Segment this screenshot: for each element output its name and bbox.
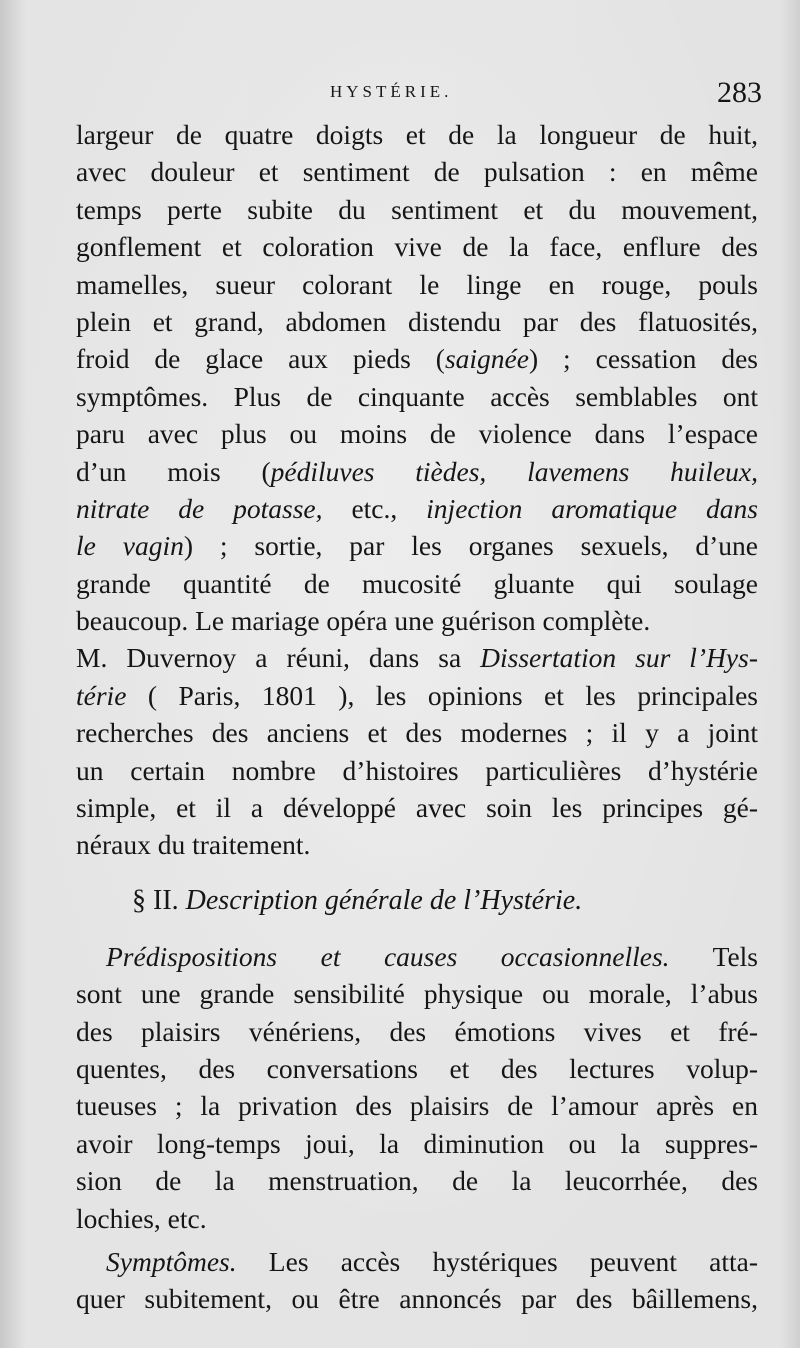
text-run: plein et grand, abdomen distendu par des flatuosités, (76, 305, 758, 337)
text-line (76, 490, 758, 527)
text-run: Tels (669, 940, 758, 972)
text-run: M. Duvernoy a réuni, dans sa (76, 642, 481, 674)
text-run: ( Paris, 1801 ), les opinions et les principales (126, 679, 758, 711)
text-line (76, 1013, 758, 1050)
italic-text: térie (76, 679, 127, 711)
text-run: un certain nombre d’histoires particulières d’hystérie (76, 754, 758, 786)
text-run: mamelles, sueur colorant le linge en rouge, pouls (76, 268, 758, 300)
text-line (76, 340, 758, 377)
text-line (76, 789, 758, 826)
text-run: etc., (322, 492, 427, 524)
text-line (76, 1200, 758, 1237)
text-line (76, 975, 758, 1012)
text-line (76, 527, 758, 564)
text-line (76, 714, 758, 751)
text-line (76, 1243, 758, 1280)
text-line (76, 228, 758, 265)
text-run: néraux du traitement. (76, 829, 311, 861)
italic-text: Prédispositions et causes occasionnelles. (106, 940, 670, 972)
paragraph-predispositions (76, 938, 758, 1237)
text-line (76, 415, 758, 452)
italic-text: pédiluves tièdes, lavemens huileux, (270, 455, 758, 487)
text-line (76, 1280, 758, 1317)
text-run: avoir long-temps joui, la diminution ou la suppres- (76, 1127, 758, 1159)
text-line (76, 752, 758, 789)
italic-text: Symptômes. (106, 1245, 237, 1277)
text-run: ) ; cessation des (528, 343, 758, 375)
text-run: quer subitement, ou être annoncés par des bâillemens, (76, 1283, 758, 1315)
text-run: simple, et il a développé avec soin les principes gé- (76, 792, 758, 824)
paragraph-case-report-end (76, 116, 758, 639)
text-run: largeur de quatre doigts et de la longueur de huit, (76, 119, 758, 150)
running-title: HYSTÉRIE. (330, 82, 453, 101)
italic-text: nitrate de potasse, (76, 492, 323, 524)
text-line (76, 826, 758, 863)
italic-text: le vagin (76, 530, 184, 562)
text-line (76, 378, 758, 415)
text-run: tueuses ; la privation des plaisirs de l’amour après en (76, 1090, 758, 1122)
text-line (76, 602, 758, 639)
text-run: sont une grande sensibilité physique ou morale, l’abus (76, 978, 758, 1010)
text-line (76, 1125, 758, 1162)
text-run: sion de la menstruation, de la leucorrhée, des (76, 1165, 758, 1197)
text-line (76, 677, 758, 714)
paragraph-symptoms (76, 1243, 758, 1318)
italic-text: injection aromatique dans (426, 492, 758, 524)
text-run: beaucoup. Le mariage opéra une guérison complète. (76, 605, 651, 637)
text-run: quentes, des conversations et des lectures volup- (76, 1052, 758, 1084)
text-line (76, 639, 758, 676)
section-heading (76, 864, 758, 938)
text-line (76, 266, 758, 303)
text-line (76, 453, 758, 490)
page-header (0, 78, 800, 112)
text-line (76, 116, 758, 153)
section-number: § II. (132, 884, 179, 916)
text-run: gonflement et coloration vive de la face, enflure des (76, 231, 758, 263)
text-line (76, 565, 758, 602)
paragraph-duvernoy (76, 639, 758, 863)
text-run: paru avec plus ou moins de violence dans l’espace (76, 418, 758, 450)
text-run: des plaisirs vénériens, des émotions vives et fré- (76, 1015, 758, 1047)
text-run: froid de glace aux pieds ( (76, 343, 445, 375)
text-run: d’un mois ( (76, 455, 271, 487)
text-run: avec douleur et sentiment de pulsation : en même (76, 156, 758, 188)
text-run: grande quantité de mucosité gluante qui soulage (76, 567, 758, 599)
text-run: symptômes. Plus de cinquante accès semblables ont (76, 380, 758, 412)
text-run: recherches des anciens et des modernes ; il y a joint (76, 717, 758, 749)
text-line (76, 1087, 758, 1124)
text-run: ) ; sortie, par les organes sexuels, d’une (183, 530, 758, 562)
text-line (76, 938, 758, 975)
page-number: 283 (717, 76, 762, 109)
text-line (76, 1162, 758, 1199)
text-run: temps perte subite du sentiment et du mouvement, (76, 193, 758, 225)
text-run: Les accès hystériques peuvent atta- (236, 1245, 758, 1277)
italic-text: saignée (444, 343, 529, 375)
italic-text: Dissertation sur l’Hys- (480, 642, 758, 674)
text-line (76, 153, 758, 190)
text-line (76, 191, 758, 228)
section-title: Description générale de l’Hystérie. (185, 884, 583, 916)
body-text (76, 116, 758, 1318)
text-line (76, 1050, 758, 1087)
text-line (76, 303, 758, 340)
text-run: lochies, etc. (76, 1202, 207, 1234)
